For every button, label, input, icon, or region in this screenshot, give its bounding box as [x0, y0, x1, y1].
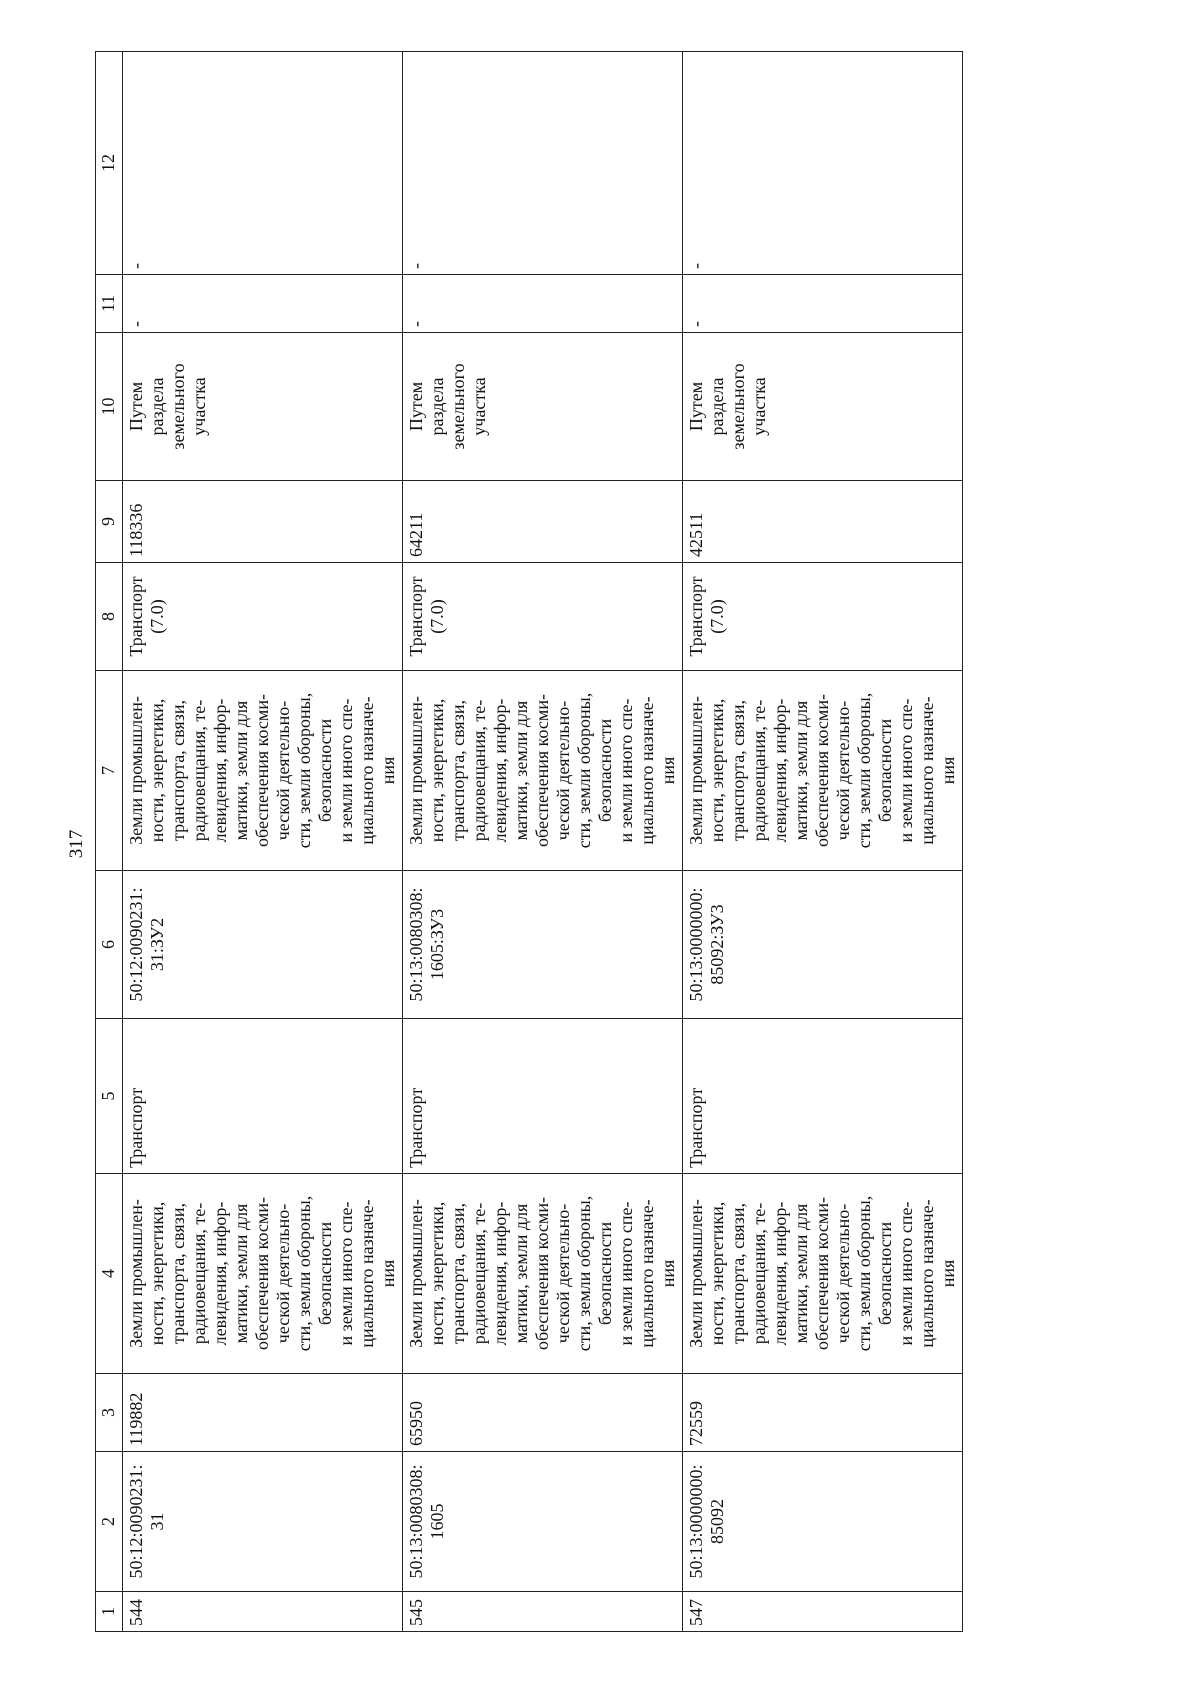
- cell-col-8: Транспорт (7.0): [403, 563, 683, 671]
- table-row: [683, 52, 963, 1632]
- cell-col-10: Путем раздела земельного участка: [123, 333, 403, 481]
- cell-col-5: Транспорт: [683, 1019, 963, 1174]
- cell-col-10: Путем раздела земельного участка: [683, 333, 963, 481]
- page-number: 317: [66, 829, 87, 859]
- cell-col-5: Транспорт: [123, 1019, 403, 1174]
- cell-col-7: Земли промышлен- ности, энергетики, транспорта, связи, радиовещания, те- левидения, инфор- матики, земли для обеспечения косми- ческой деятельно- сти, земли обороны, безопасности и земли иного спе- циального назначе- ния: [683, 671, 963, 871]
- cell-col-3: 72559: [683, 1374, 963, 1452]
- cell-col-8: Транспорт (7.0): [123, 563, 403, 671]
- cell-col-3: 65950: [403, 1374, 683, 1452]
- cell-col-11: -: [683, 275, 963, 333]
- cell-col-9: 42511: [683, 481, 963, 563]
- table-row: [403, 52, 683, 1632]
- cell-col-2: 50:13:0000000: 85092: [683, 1452, 963, 1592]
- cell-col-3: 119882: [123, 1374, 403, 1452]
- cell-col-1: 547: [683, 1592, 963, 1632]
- cell-col-4: Земли промышлен- ности, энергетики, транспорта, связи, радиовещания, те- левидения, инфор- матики, земли для обеспечения косми- ческой деятельно- сти, земли обороны, безопасности и земли иного спе- циального назначе- ния: [683, 1174, 963, 1374]
- header-col-1: 1: [96, 1592, 123, 1632]
- cell-col-8: Транспорт (7.0): [683, 563, 963, 671]
- cell-col-7: Земли промышлен- ности, энергетики, транспорта, связи, радиовещания, те- левидения, инфор- матики, земли для обеспечения косми- ческой деятельно- сти, земли обороны, безопасности и земли иного спе- циального назначе- ния: [403, 671, 683, 871]
- header-col-6: 6: [96, 871, 123, 1019]
- cell-col-12: -: [123, 52, 403, 275]
- cell-col-5: Транспорт: [403, 1019, 683, 1174]
- rotated-table-wrapper: [95, 52, 958, 1632]
- header-col-3: 3: [96, 1374, 123, 1452]
- header-col-8: 8: [96, 563, 123, 671]
- cell-col-6: 50:12:0090231: 31:ЗУ2: [123, 871, 403, 1019]
- cell-col-4: Земли промышлен- ности, энергетики, транспорта, связи, радиовещания, те- левидения, инфор- матики, земли для обеспечения косми- ческой деятельно- сти, земли обороны, безопасности и земли иного спе- циального назначе- ния: [123, 1174, 403, 1374]
- cell-col-6: 50:13:0080308: 1605:ЗУ3: [403, 871, 683, 1019]
- cell-col-2: 50:12:0090231: 31: [123, 1452, 403, 1592]
- cell-col-9: 118336: [123, 481, 403, 563]
- header-col-9: 9: [96, 481, 123, 563]
- cell-col-12: -: [683, 52, 963, 275]
- header-col-4: 4: [96, 1174, 123, 1374]
- cell-col-12: -: [403, 52, 683, 275]
- cell-col-9: 64211: [403, 481, 683, 563]
- header-col-11: 11: [96, 275, 123, 333]
- cell-col-11: -: [123, 275, 403, 333]
- cell-col-6: 50:13:0000000: 85092:ЗУ3: [683, 871, 963, 1019]
- cell-col-1: 545: [403, 1592, 683, 1632]
- cell-col-1: 544: [123, 1592, 403, 1632]
- land-plots-table: [95, 51, 963, 1632]
- header-col-7: 7: [96, 671, 123, 871]
- header-col-2: 2: [96, 1452, 123, 1592]
- header-row: [96, 52, 123, 1632]
- cell-col-10: Путем раздела земельного участка: [403, 333, 683, 481]
- header-col-10: 10: [96, 333, 123, 481]
- header-col-12: 12: [96, 52, 123, 275]
- cell-col-4: Земли промышлен- ности, энергетики, транспорта, связи, радиовещания, те- левидения, инфор- матики, земли для обеспечения косми- ческой деятельно- сти, земли обороны, безопасности и земли иного спе- циального назначе- ния: [403, 1174, 683, 1374]
- cell-col-2: 50:13:0080308: 1605: [403, 1452, 683, 1592]
- table-row: [123, 52, 403, 1632]
- header-col-5: 5: [96, 1019, 123, 1174]
- cell-col-11: -: [403, 275, 683, 333]
- cell-col-7: Земли промышлен- ности, энергетики, транспорта, связи, радиовещания, те- левидения, инфор- матики, земли для обеспечения косми- ческой деятельно- сти, земли обороны, безопасности и земли иного спе- циального назначе- ния: [123, 671, 403, 871]
